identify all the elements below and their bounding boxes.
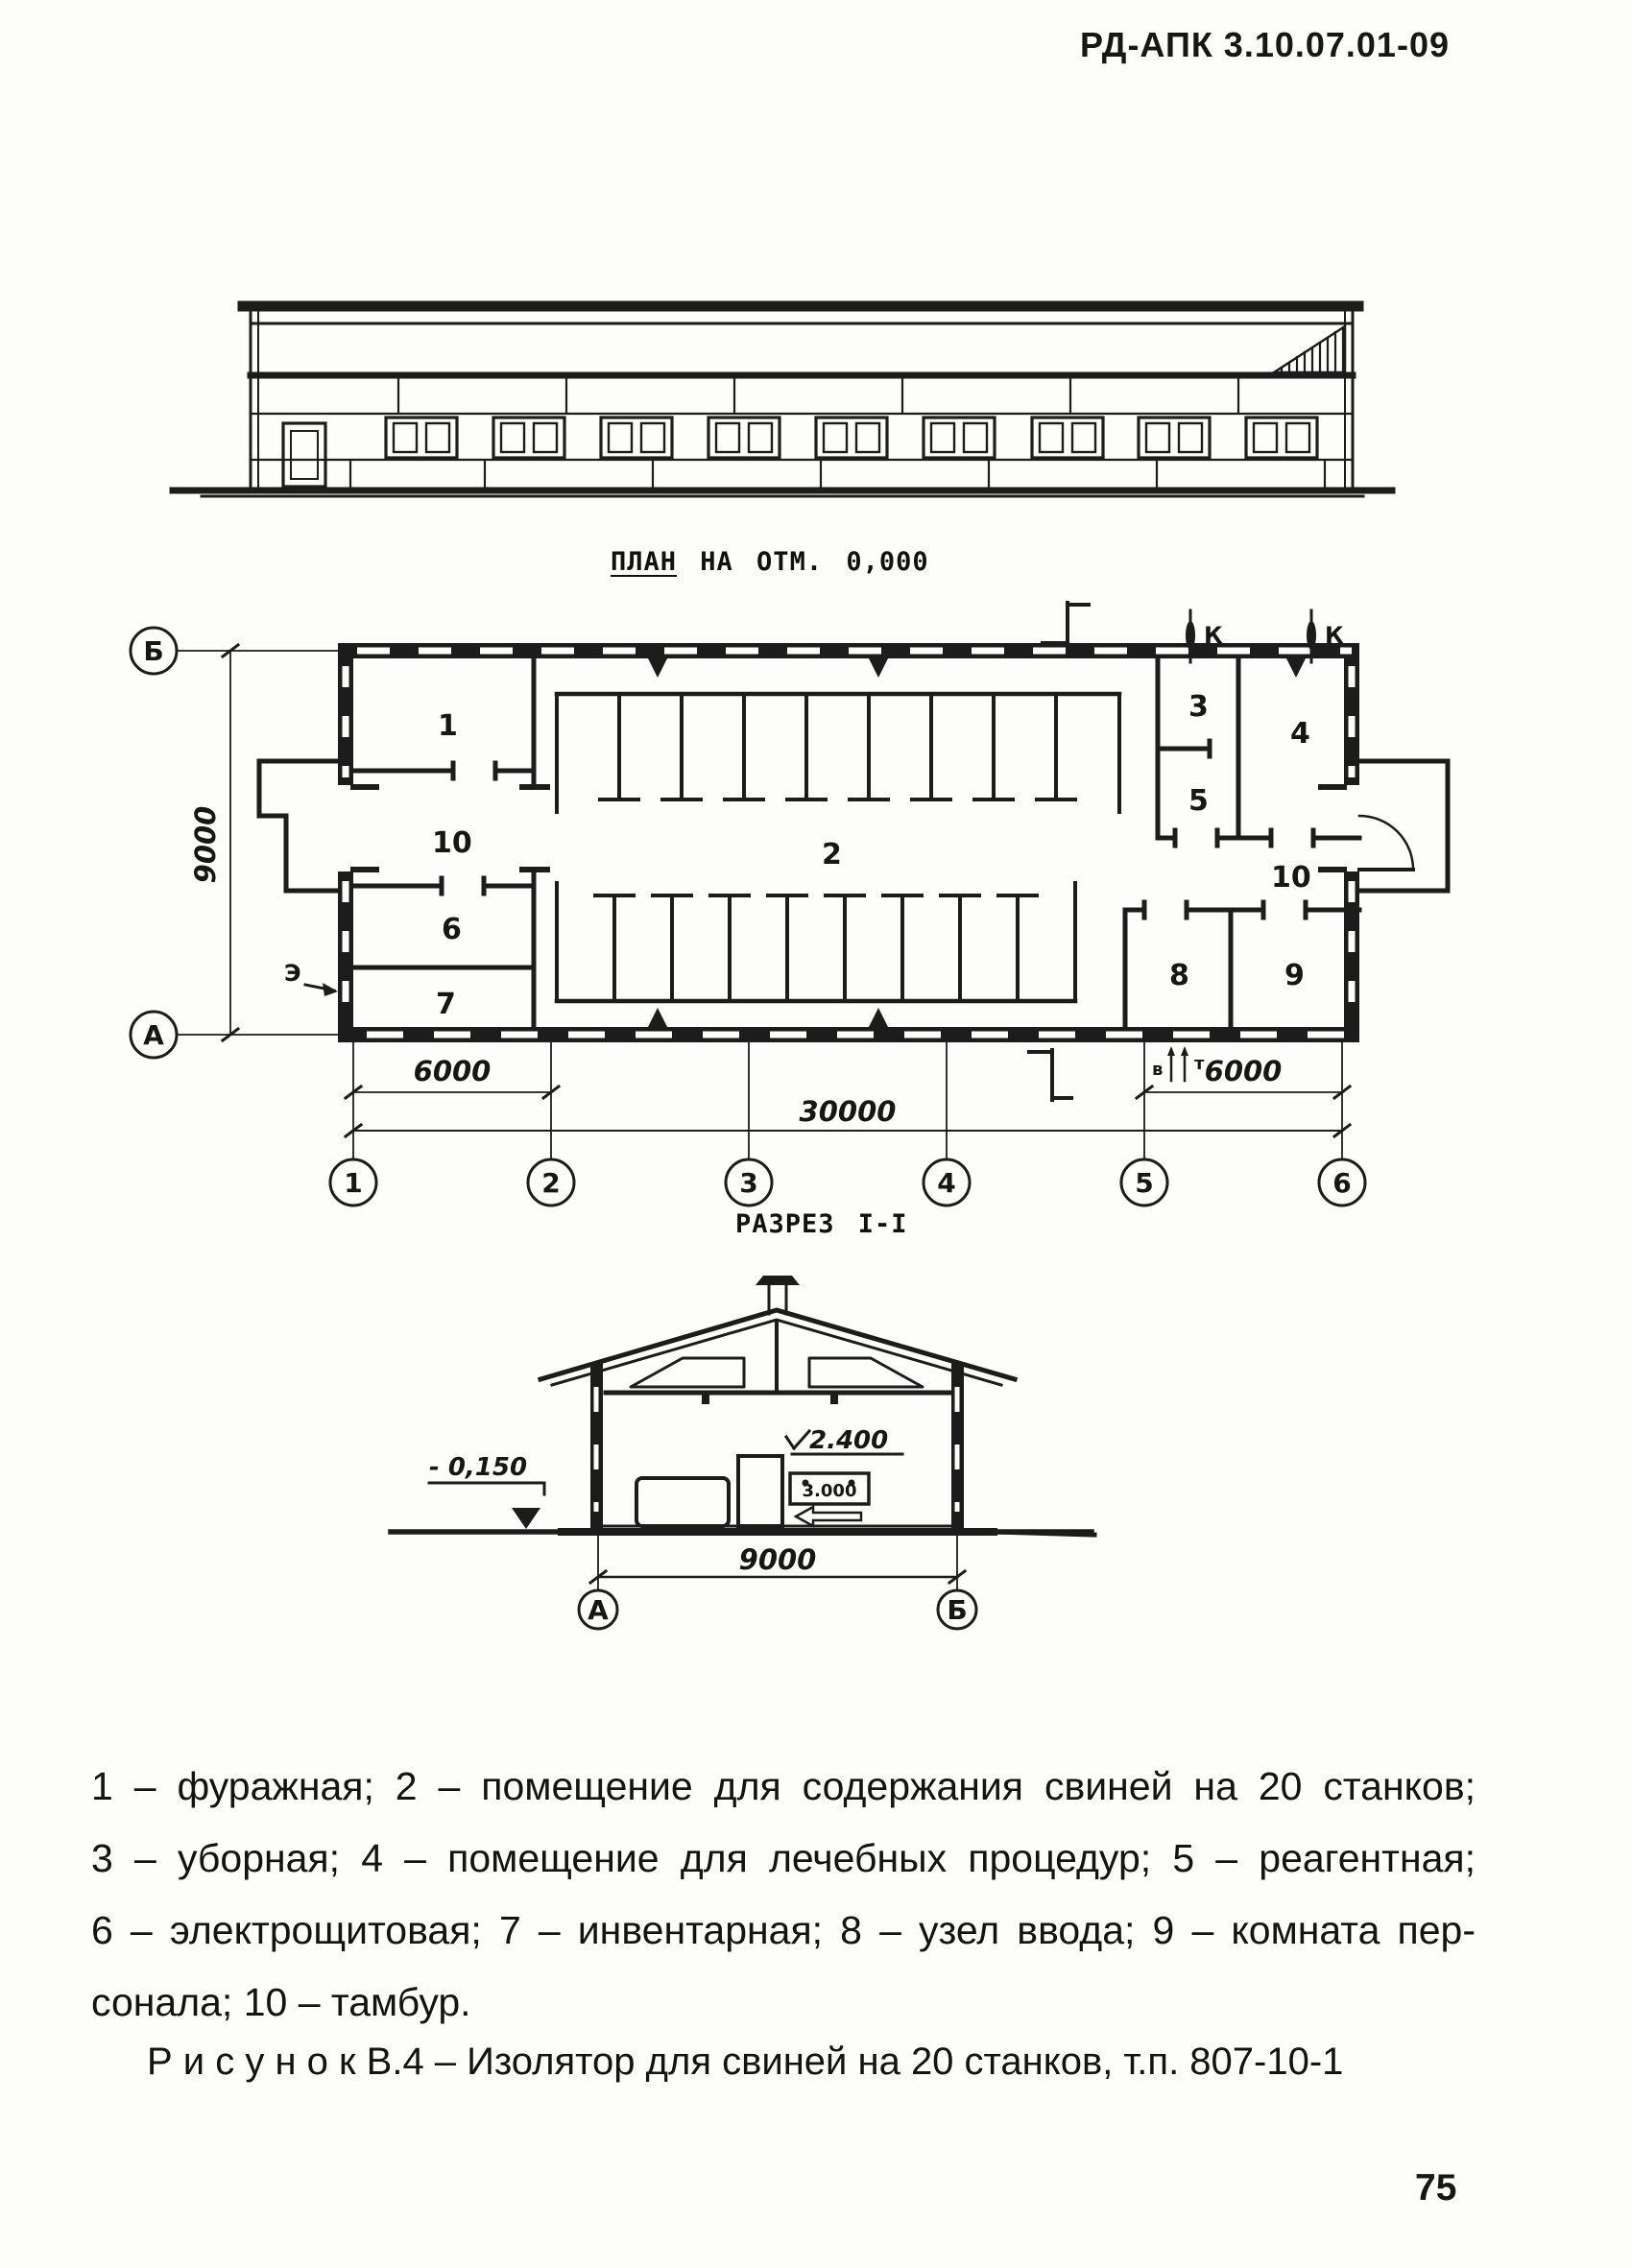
axis-circles bbox=[131, 628, 1365, 1206]
utility-heat-letter: т bbox=[1194, 1054, 1205, 1074]
dim-bay-left: 6000 bbox=[413, 1055, 492, 1087]
axis-letter-b: Б bbox=[143, 635, 164, 667]
right-entrance-porch bbox=[1321, 761, 1448, 891]
equipment-cabinet bbox=[738, 1456, 782, 1526]
left-entrance-porch bbox=[259, 761, 376, 891]
room-label-4: 4 bbox=[1290, 717, 1310, 751]
axis-number-4: 4 bbox=[937, 1167, 956, 1199]
figure-caption: Р и с у н о к В.4 – Изолятор для свиней на 20 станков, т.п. 807-10-1 bbox=[147, 2041, 1344, 2083]
window-row bbox=[386, 418, 1317, 458]
dimension-lines bbox=[189, 645, 1350, 1136]
room-labels bbox=[432, 690, 1311, 1021]
facade-ground-line bbox=[173, 490, 1392, 496]
room-label-1: 1 bbox=[438, 709, 458, 743]
dim-bay-right: 6000 bbox=[1204, 1055, 1283, 1087]
facade-building bbox=[243, 306, 1358, 489]
legend-block bbox=[91, 1751, 1476, 2039]
electric-input-mark: Э bbox=[284, 960, 301, 987]
dim-depth: 9000 bbox=[189, 805, 222, 884]
floor-level-text: - 0,150 bbox=[429, 1453, 528, 1482]
axis-number-6: 6 bbox=[1332, 1167, 1352, 1199]
axis-letter-a: А bbox=[143, 1019, 164, 1051]
section-drawing bbox=[379, 1272, 1109, 1646]
room-label-2: 2 bbox=[822, 838, 842, 871]
floor-plan-drawing bbox=[115, 593, 1517, 1227]
wall-vent-mark bbox=[648, 658, 667, 678]
section-mark-bottom bbox=[1029, 1050, 1071, 1100]
page-number: 75 bbox=[1415, 2167, 1457, 2208]
legend-line-1: 1 – фуражная; 2 – помещение для содержания свиней на 20 станков; bbox=[91, 1764, 1476, 1808]
wall-vent-mark bbox=[1286, 658, 1306, 678]
legend-line-4: сонала; 10 – тамбур. bbox=[91, 1980, 471, 2024]
axis-number-5: 5 bbox=[1135, 1167, 1154, 1199]
section-dimension bbox=[579, 1535, 976, 1629]
hatched-ramp-triangle bbox=[1274, 326, 1345, 372]
section-ground-line bbox=[391, 1532, 1094, 1535]
room-label-9: 9 bbox=[1284, 959, 1305, 992]
vent-letter-2: К bbox=[1325, 622, 1344, 649]
room-label-6: 6 bbox=[442, 913, 462, 946]
utility-water-letter: в bbox=[1152, 1060, 1164, 1080]
vent-letter-1: К bbox=[1204, 622, 1223, 649]
equipment-pen bbox=[636, 1478, 729, 1526]
wall-vent-mark bbox=[648, 1008, 667, 1027]
section-mark-top bbox=[1043, 603, 1089, 643]
plan-title-underlined: ПЛАН bbox=[611, 547, 678, 577]
dim-overall: 30000 bbox=[799, 1095, 897, 1128]
section-axis-left: А bbox=[588, 1594, 609, 1626]
equipment-box-label: 3.000 bbox=[802, 1481, 857, 1501]
wall-vent-mark bbox=[869, 658, 888, 678]
room-label-3: 3 bbox=[1188, 690, 1209, 724]
legend-line-2: 3 – уборная; 4 – помещение для лечебных процедур; 5 – реагентная; bbox=[91, 1836, 1476, 1880]
room-label-10-left: 10 bbox=[432, 826, 472, 860]
equipment-box bbox=[790, 1473, 869, 1504]
level-triangle-symbol bbox=[512, 1508, 540, 1529]
section-width-dim: 9000 bbox=[738, 1543, 817, 1576]
plan-title-rest: НА ОТМ. 0,000 bbox=[677, 547, 929, 577]
section-building bbox=[540, 1276, 1015, 1532]
legend-line-3: 6 – электрощитовая; 7 – инвентарная; 8 – узел ввода; 9 – комната пер- bbox=[91, 1908, 1476, 1952]
axis-number-2: 2 bbox=[541, 1167, 561, 1199]
truss-web-opening-left bbox=[631, 1358, 744, 1387]
room-label-8: 8 bbox=[1169, 959, 1189, 992]
section-axis-right: Б bbox=[947, 1594, 968, 1626]
room-label-10-right: 10 bbox=[1271, 861, 1311, 895]
wall-vent-mark bbox=[869, 1008, 888, 1027]
utility-input-marks bbox=[1152, 1046, 1205, 1081]
floor-level-mark bbox=[429, 1453, 544, 1529]
flow-arrow bbox=[796, 1507, 861, 1526]
facade-elevation-drawing bbox=[158, 283, 1406, 523]
ceiling-level-mark bbox=[786, 1426, 902, 1455]
plan-title bbox=[611, 547, 929, 577]
axis-number-3: 3 bbox=[739, 1167, 758, 1199]
document-code-header: РД-АПК 3.10.07.01-09 bbox=[1080, 25, 1450, 64]
section-title: РАЗРЕЗ I-I bbox=[735, 1209, 908, 1239]
ceiling-level-text: 2.400 bbox=[809, 1426, 889, 1455]
room-label-5: 5 bbox=[1188, 784, 1209, 818]
axis-number-1: 1 bbox=[344, 1167, 363, 1199]
truss-web-opening-right bbox=[809, 1358, 923, 1387]
entrance-door bbox=[283, 423, 325, 487]
room-label-7: 7 bbox=[436, 988, 456, 1021]
